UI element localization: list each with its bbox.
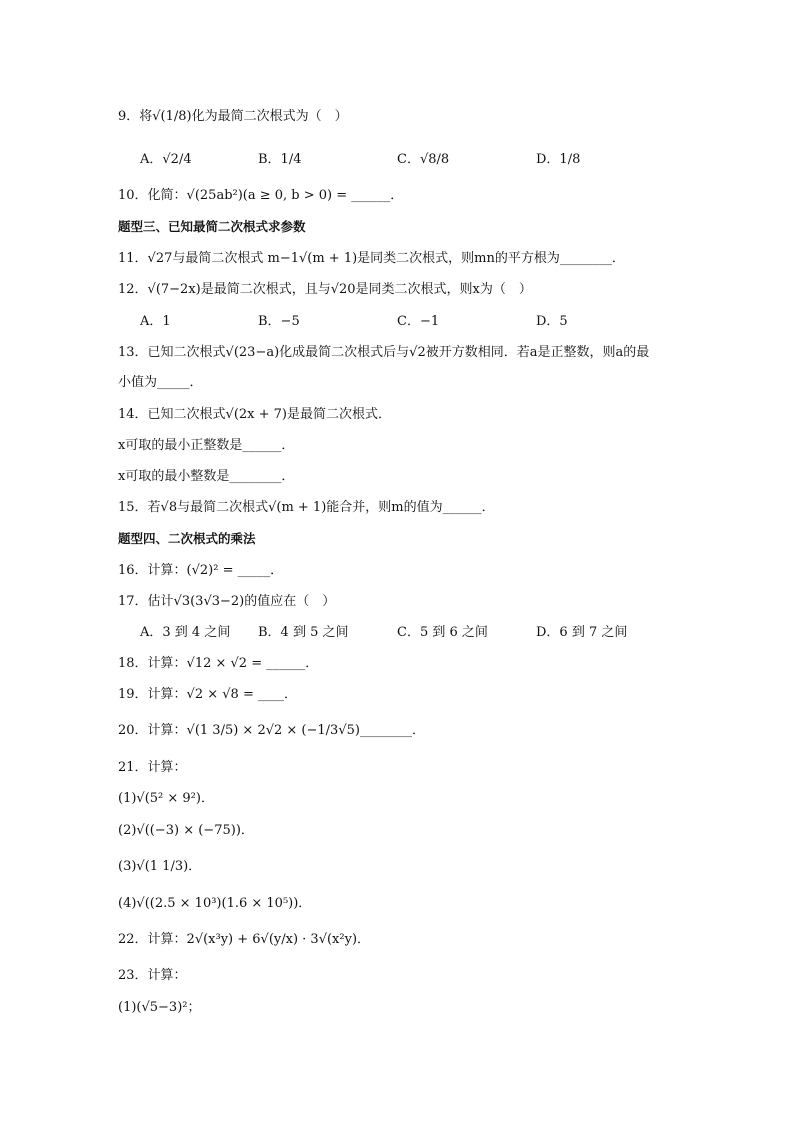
question-10: 10．化简：√(25ab²)(a ≥ 0, b > 0) = ______． bbox=[118, 188, 404, 203]
question-19: 19．计算：√2 × √8 = ____． bbox=[118, 687, 297, 702]
q17-option-a: A．3 到 4 之间 bbox=[140, 625, 231, 640]
q17-option-c: C．5 到 6 之间 bbox=[397, 625, 488, 640]
question-11: 11．√27与最简二次根式 m−1√(m + 1)是同类二次根式，则mn的平方根为________． bbox=[118, 251, 625, 266]
question-21-stem: 21．计算： bbox=[118, 760, 187, 775]
q9-option-d: D．1/8 bbox=[536, 152, 581, 167]
question-13-line-2: 小值为_____． bbox=[118, 375, 203, 390]
question-23-part-1: (1)(√5−3)²； bbox=[118, 1000, 201, 1015]
question-12-stem: 12．√(7−2x)是最简二次根式，且与√20是同类二次根式，则x为（ ） bbox=[118, 282, 532, 297]
q9-option-c: C．√8/8 bbox=[397, 152, 450, 167]
question-14-stem: 14．已知二次根式√(2x + 7)是最简二次根式． bbox=[118, 407, 392, 422]
question-22: 22．计算：2√(x³y) + 6√(y/x) · 3√(x²y)． bbox=[118, 932, 371, 947]
question-9-stem: 9．将√(1/8)化为最简二次根式为（ ） bbox=[118, 109, 348, 124]
q12-option-b: B．−5 bbox=[258, 314, 300, 329]
question-18: 18．计算：√12 × √2 = ______． bbox=[118, 656, 319, 671]
question-21-part-4: (4)√((2.5 × 10³)(1.6 × 10⁵))． bbox=[118, 896, 312, 911]
question-23-stem: 23．计算： bbox=[118, 968, 187, 983]
q12-option-d: D．5 bbox=[536, 314, 568, 329]
q17-option-d: D．6 到 7 之间 bbox=[536, 625, 628, 640]
question-21-part-3: (3)√(1 1/3)． bbox=[118, 859, 202, 874]
question-14-sub-1: x可取的最小正整数是______． bbox=[118, 438, 295, 453]
question-13-line-1: 13．已知二次根式√(23−a)化成最简二次根式后与√2被开方数相同．若a是正整数，则a的最 bbox=[118, 345, 650, 360]
q9-option-a: A．√2/4 bbox=[140, 152, 192, 167]
question-14-sub-2: x可取的最小整数是________． bbox=[118, 469, 295, 484]
question-16: 16．计算：(√2)² = _____． bbox=[118, 563, 284, 578]
section-heading-4: 题型四、二次根式的乘法 bbox=[118, 531, 256, 546]
section-heading-3: 题型三、已知最简二次根式求参数 bbox=[118, 219, 306, 234]
question-17-stem: 17．估计√3(3√3−2)的值应在（ ） bbox=[118, 594, 336, 609]
question-20: 20．计算：√(1 3/5) × 2√2 × (−1/3√5)________． bbox=[118, 723, 425, 738]
q17-option-b: B．4 到 5 之间 bbox=[258, 625, 349, 640]
q9-option-b: B．1/4 bbox=[258, 152, 302, 167]
q12-option-a: A．1 bbox=[140, 314, 171, 329]
q12-option-c: C．−1 bbox=[397, 314, 440, 329]
question-21-part-1: (1)√(5² × 9²)． bbox=[118, 791, 214, 806]
question-15: 15．若√8与最简二次根式√(m + 1)能合并，则m的值为______． bbox=[118, 500, 495, 515]
question-21-part-2: (2)√((−3) × (−75))． bbox=[118, 823, 254, 838]
